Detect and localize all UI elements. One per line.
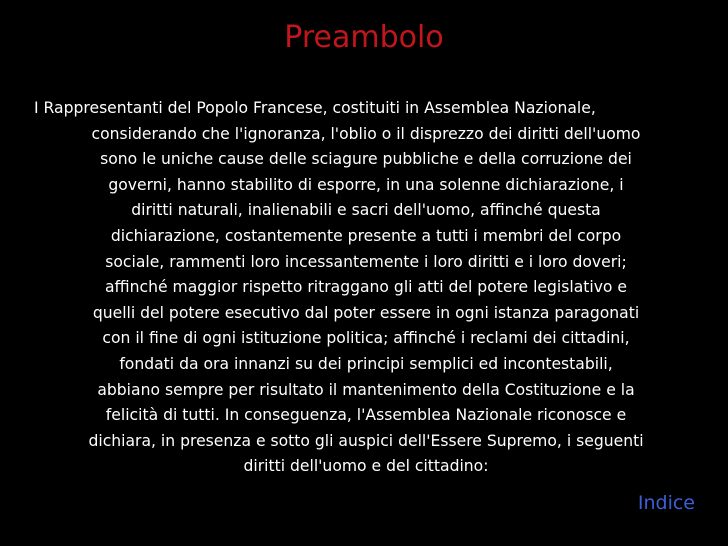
preamble-line: I Rappresentanti del Popolo Francese, costituiti in Assemblea Nazionale, (34, 99, 596, 117)
preamble-line: sono le uniche cause delle sciagure pubbliche e della corruzione dei (100, 150, 632, 169)
preamble-line: felicità di tutti. In conseguenza, l'Assemblea Nazionale riconosce e (105, 406, 627, 425)
preamble-line: dichiara, in presenza e sotto gli auspici dell'Essere Supremo, i seguenti (88, 431, 644, 450)
slide-title: Preambolo (284, 20, 444, 55)
preamble-line: diritti naturali, inalienabili e sacri dell'uomo, affinché questa (131, 201, 601, 220)
preamble-text (36, 96, 696, 480)
preamble-line: considerando che l'ignoranza, l'oblio o il disprezzo dei diritti dell'uomo (91, 124, 641, 143)
preamble-line: quelli del potere esecutivo dal poter essere in ogni istanza paragonati (92, 303, 640, 322)
preamble-line: con il fine di ogni istituzione politica; affinché i reclami dei cittadini, (102, 329, 630, 348)
preamble-line: dichiarazione, costantemente presente a tutti i membri del corpo (110, 226, 622, 245)
preamble-line: sociale, rammenti loro incessantemente i loro diritti e i loro doveri; (105, 252, 627, 271)
preamble-line: abbiano sempre per risultato il mantenimento della Costituzione e la (97, 380, 635, 399)
preamble-line: diritti dell'uomo e del cittadino: (243, 457, 489, 476)
preamble-line: affinché maggior rispetto ritraggano gli atti del potere legislativo e (104, 278, 628, 297)
index-link[interactable]: Indice (637, 492, 695, 514)
preamble-line: governi, hanno stabilito di esporre, in una solenne dichiarazione, i (108, 175, 624, 194)
preamble-line: fondati da ora innanzi su dei principi semplici ed incontestabili, (119, 354, 613, 373)
